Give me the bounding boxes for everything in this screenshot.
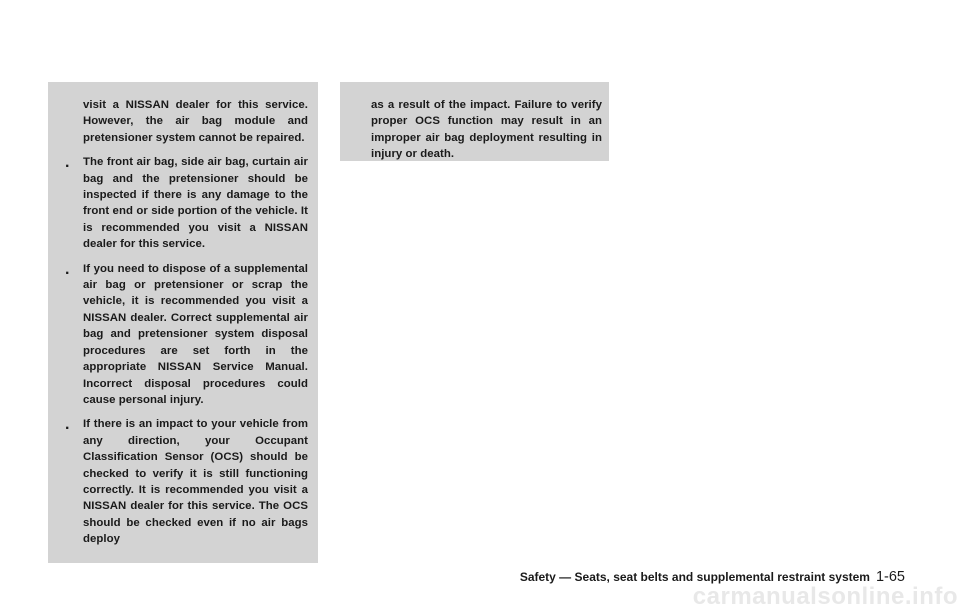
page-number: 1-65 (875, 569, 905, 585)
warning-box-right (340, 82, 609, 161)
bullet-item-disposal (65, 261, 308, 409)
bullet-mark: . (65, 416, 70, 434)
bullet-text: If you need to dispose of a supplemental air bag or pretensioner or scrap the vehicle, it is recommended you visit a NISSAN dealer. Correct supplemental air bag and pretensioner system disposal procedures are set forth in the appropriate NISSAN Service Manual. Incorrect disposal procedures could cause personal injury. (83, 262, 308, 406)
bullet-mark: . (65, 154, 70, 172)
bullet-text: If there is an impact to your vehicle from any direction, your Occupant Classification Sensor (OCS) should be checked to verify it is still functioning correctly. It is recommended you visit a NISSAN dealer for this service. The OCS should be checked even if no air bags deploy (83, 418, 308, 546)
warning-box-left (48, 82, 318, 563)
warning-continuation-text: as a result of the impact. Failure to verify proper OCS function may result in an improper air bag deployment resulting in injury or death. (371, 99, 602, 161)
bullet-item-ocs-check (65, 416, 308, 547)
bullet-item-inspection (65, 154, 308, 252)
bullet-text: The front air bag, side air bag, curtain air bag and the pretensioner should be inspected if there is any damage to the front end or side portion of the vehicle. It is recommended you visit a NISSAN dealer for this service. (83, 156, 308, 251)
bullet-mark: . (65, 260, 70, 278)
section-title: Safety — Seats, seat belts and supplemental restraint system (519, 570, 870, 584)
warning-continuation-text: visit a NISSAN dealer for this service. However, the air bag module and pretensioner system cannot be repaired. (83, 99, 308, 144)
watermark-text: carmanualsonline.info (692, 583, 958, 610)
